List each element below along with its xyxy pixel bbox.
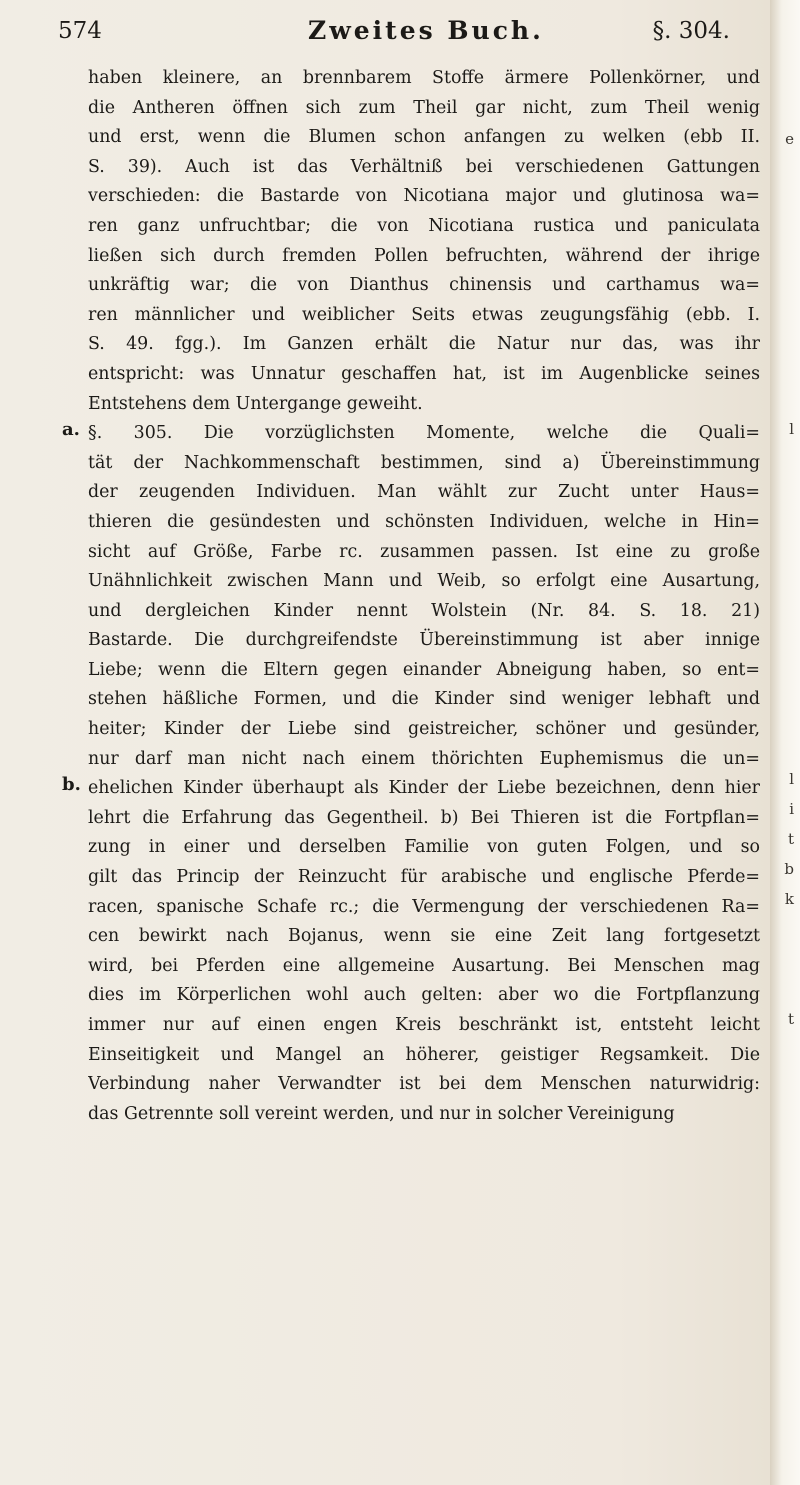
text-line: S. 39). Auch ist das Verhältniß bei verschiedenen Gattungen [88, 156, 760, 177]
text-line: thieren die gesündesten und schönsten Individuen, welche in Hin= [88, 511, 760, 532]
edge-char: t [787, 830, 794, 848]
text-line: Unähnlichkeit zwischen Mann und Weib, so erfolgt eine Ausartung, [88, 571, 760, 592]
text-line: ren ganz unfruchtbar; die von Nicotiana rustica und paniculata [88, 215, 760, 236]
text-line: ren männlicher und weiblicher Seits etwas zeugungsfähig (ebb. I. [88, 304, 760, 325]
text-line: lehrt die Erfahrung das Gegentheil. b) Bei Thieren ist die Fortpflan= [88, 807, 760, 828]
text-line: Bastarde. Die durchgreifendste Übereinstimmung ist aber innige [88, 630, 760, 651]
running-title: Zweites Buch. [308, 16, 544, 45]
edge-char: b [784, 860, 794, 878]
text-line: tät der Nachkommenschaft bestimmen, sind a) Übereinstimmung [88, 452, 760, 473]
text-line: heiter; Kinder der Liebe sind geistreicher, schöner und gesünder, [88, 719, 760, 740]
text-line: haben kleinere, an brennbarem Stoffe ärmere Pollenkörner, und [88, 68, 760, 88]
text-line: entspricht: was Unnatur geschaffen hat, ist im Augenblicke seines [88, 363, 760, 384]
edge-char: k [784, 890, 794, 908]
edge-char: t [787, 1010, 794, 1028]
edge-char: i [789, 800, 794, 818]
text-line: Entstehens dem Untergange geweiht. [88, 393, 423, 414]
text-line: Einseitigkeit und Mangel an höherer, geistiger Regsamkeit. Die [88, 1044, 760, 1065]
text-line: der zeugenden Individuen. Man wählt zur Zucht unter Haus= [88, 482, 760, 503]
margin-mark-a: a. [62, 419, 80, 440]
text-line: gilt das Princip der Reinzucht für arabische und englische Pferde= [88, 867, 760, 888]
edge-char: e [785, 130, 794, 148]
text-line: §. 305. Die vorzüglichsten Momente, welche die Quali= [88, 423, 760, 444]
text-line: nur darf man nicht nach einem thörichten Euphemismus die un= [88, 748, 760, 769]
text-line: und erst, wenn die Blumen schon anfangen zu welken (ebb II. [88, 127, 760, 148]
text-line: cen bewirkt nach Bojanus, wenn sie eine Zeit lang fortgesetzt [88, 926, 760, 947]
text-line: ehelichen Kinder überhaupt als Kinder der Liebe bezeichnen, denn hier [88, 778, 760, 799]
text-line: verschieden: die Bastarde von Nicotiana major und glutinosa wa= [88, 186, 760, 207]
text-line: wird, bei Pferden eine allgemeine Ausartung. Bei Menschen mag [88, 955, 760, 976]
edge-char: l [789, 770, 794, 788]
page-header [58, 14, 758, 50]
text-line: sicht auf Größe, Farbe rc. zusammen passen. Ist eine zu große [88, 541, 760, 562]
text-line: das Getrennte soll vereint werden, und nur in solcher Vereinigung [88, 1103, 675, 1124]
page-number: 574 [58, 18, 102, 44]
text-line: zung in einer und derselben Familie von guten Folgen, und so [88, 837, 760, 858]
text-line: und dergleichen Kinder nennt Wolstein (Nr. 84. S. 18. 21) [88, 600, 760, 621]
margin-mark-b: b. [62, 774, 81, 795]
text-line: racen, spanische Schafe rc.; die Vermengung der verschiedenen Ra= [88, 896, 760, 917]
text-line: Verbindung naher Verwandter ist bei dem Menschen naturwidrig: [88, 1074, 760, 1095]
edge-char: l [789, 420, 794, 438]
text-line: die Antheren öffnen sich zum Theil gar nicht, zum Theil wenig [88, 97, 760, 118]
text-line: dies im Körperlichen wohl auch gelten: aber wo die Fortpflanzung [88, 985, 760, 1006]
text-line: S. 49. fgg.). Im Ganzen erhält die Natur nur das, was ihr [88, 334, 760, 355]
section-number: §. 304. [652, 18, 730, 44]
text-line: immer nur auf einen engen Kreis beschränkt ist, entsteht leicht [88, 1015, 760, 1035]
body-text [88, 64, 760, 1129]
text-line: stehen häßliche Formen, und die Kinder sind weniger lebhaft und [88, 689, 760, 710]
text-line: Liebe; wenn die Eltern gegen einander Abneigung haben, so ent= [88, 659, 760, 680]
text-line: unkräftig war; die von Dianthus chinensis und carthamus wa= [88, 275, 760, 296]
adjacent-page-edge [770, 0, 800, 1485]
text-line: ließen sich durch fremden Pollen befruchten, während der ihrige [88, 245, 760, 266]
